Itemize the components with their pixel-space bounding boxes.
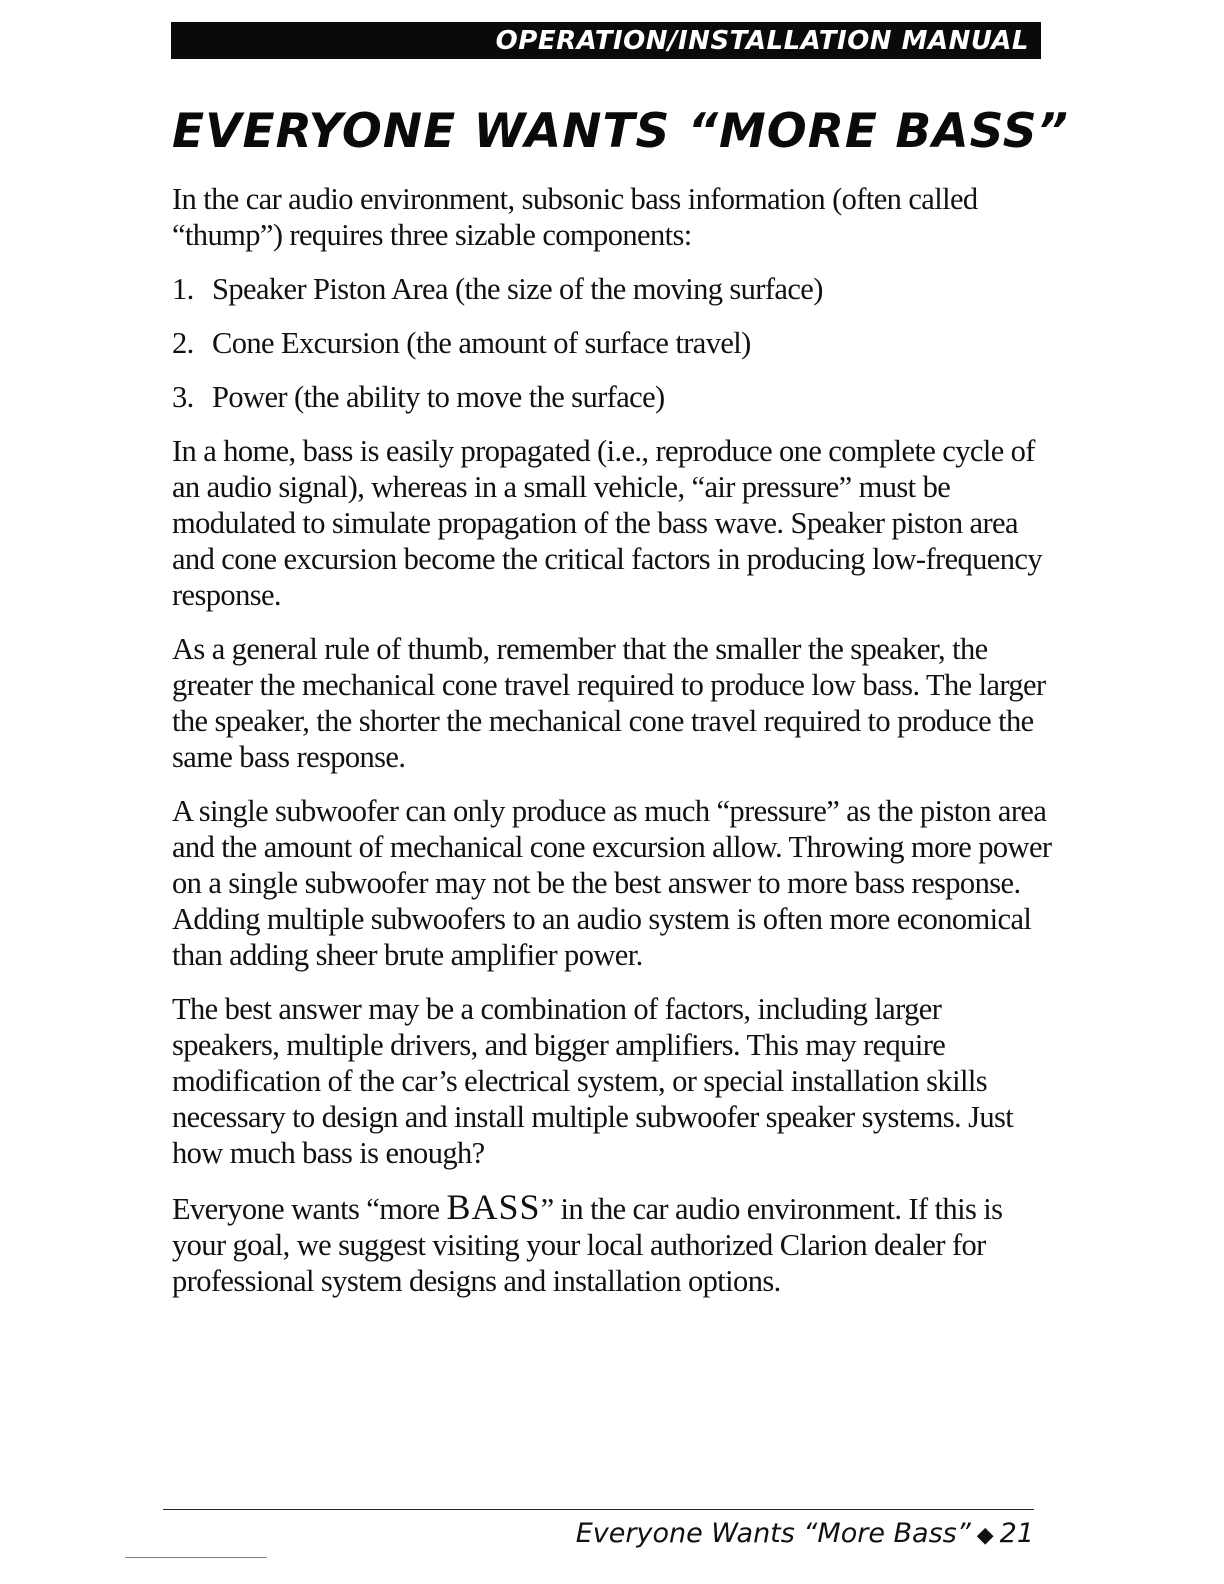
paragraph-home-bass: In a home, bass is easily propagated (i.e., reproduce one complete cycle of an audio signal), whereas in a small vehicle, “air pressure” must be modulated to simulate propagation of the bass wave. Speaker piston area and cone excursion become the critical factors in producing low-frequency response. (172, 434, 1042, 612)
closing-paragraph (172, 1189, 1052, 1299)
components-list (172, 271, 1052, 415)
intro-paragraph: In the car audio environment, subsonic bass information (often called “thump”) requires three sizable components: (172, 182, 978, 252)
list-item (172, 325, 1052, 361)
diamond-icon: ◆ (976, 1523, 994, 1548)
header-label: OPERATION/INSTALLATION MANUAL (495, 26, 1029, 56)
list-text: Speaker Piston Area (the size of the moving surface) (212, 272, 823, 306)
closing-before: Everyone wants “more (172, 1192, 447, 1226)
body-content (172, 181, 1052, 1317)
paragraph-rule-of-thumb: As a general rule of thumb, remember that the smaller the speaker, the greater the mechanical cone travel required to produce low bass. The larger the speaker, the shorter the mechanical cone travel required to produce the same bass response. (172, 632, 1046, 774)
list-number: 2. (172, 326, 194, 360)
paragraph-single-subwoofer: A single subwoofer can only produce as much “pressure” as the piston area and the amount of mechanical cone excursion allow. Throwing more power on a single subwoofer may not be the best answer to more bass response. Adding multiple subwoofers to an audio system is often more economical than adding sheer brute amplifier power. (172, 794, 1052, 972)
footer-title: Everyone Wants “More Bass” (575, 1518, 971, 1549)
list-item (172, 379, 1052, 415)
closing-after: ” in the car audio environment. If this is your goal, we suggest visiting your local authorized Clarion dealer for professional system designs and installation options. (172, 1192, 1003, 1298)
list-item (172, 271, 1052, 307)
footer-rule (163, 1509, 1034, 1510)
closing-emphasis: BASS (446, 1187, 541, 1227)
list-number: 1. (172, 272, 194, 306)
page-number: 21 (999, 1518, 1034, 1549)
page-title: EVERYONE WANTS “MORE BASS” (172, 104, 1069, 159)
paragraph-best-answer: The best answer may be a combination of factors, including larger speakers, multiple drivers, and bigger amplifiers. This may require modification of the car’s electrical system, or special installation skills necessary to design and install multiple subwoofer speaker systems. Just how much bass is enough? (172, 992, 1014, 1170)
footer (576, 1518, 1034, 1549)
header-bar (171, 22, 1041, 59)
list-text: Power (the ability to move the surface) (212, 380, 665, 414)
list-number: 3. (172, 380, 194, 414)
scan-artifact-line (125, 1557, 267, 1558)
list-text: Cone Excursion (the amount of surface travel) (212, 326, 751, 360)
